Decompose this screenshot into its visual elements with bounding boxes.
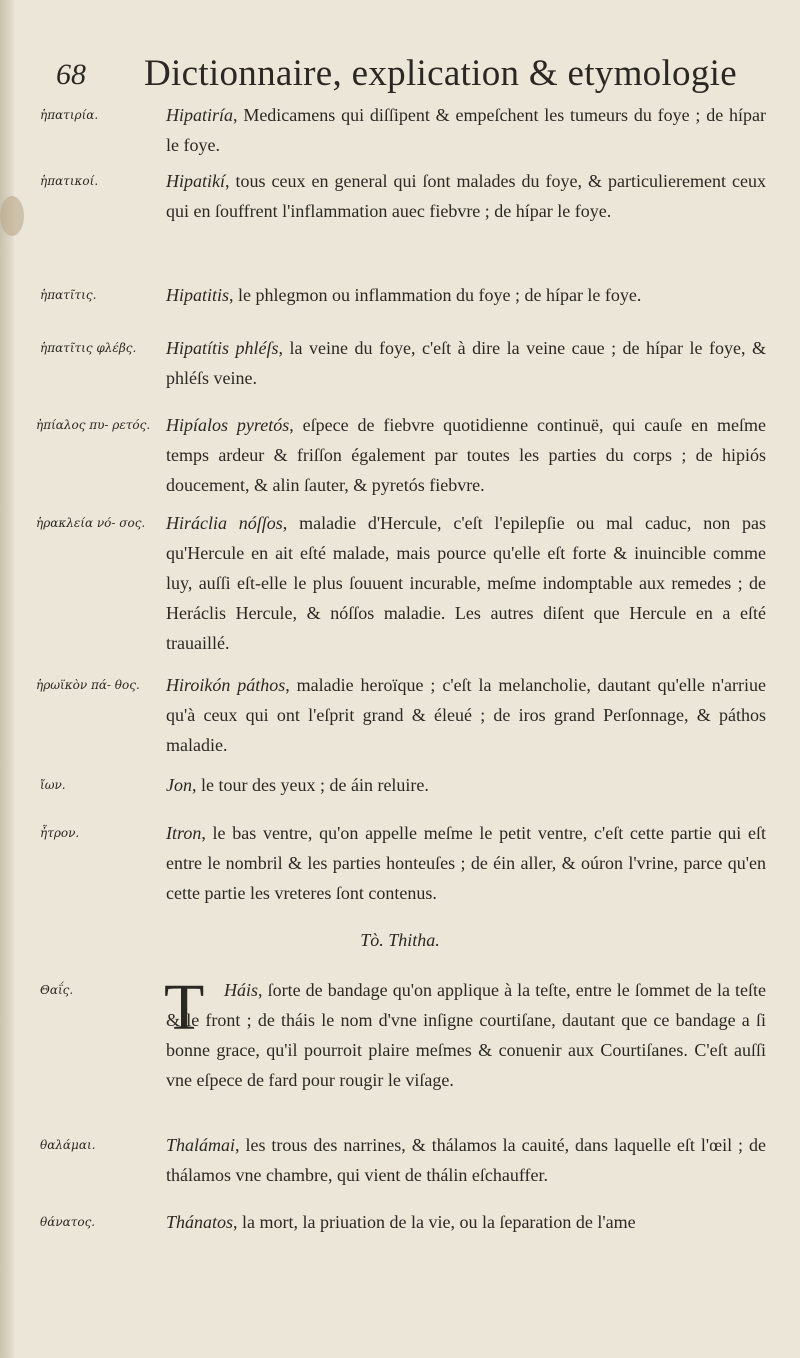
entry-text	[166, 410, 766, 500]
greek-headword: ἡρακλεία νό- σος.	[36, 516, 146, 530]
entry-definition: , Medicamens qui diſſipent & empeſchent les tumeurs du foye ; de hípar le foye.	[166, 105, 766, 155]
entry-lemma: Thalámai	[166, 1135, 236, 1155]
entry-definition: , les trous des narrines, & thálamos la cauité, dans laquelle eſt l'œil ; de thálamos vne chambre, qui vient de thálin eſchauffer.	[166, 1135, 766, 1185]
greek-headword: ἴων.	[40, 778, 66, 792]
entry-definition: , la veine du foye, c'eſt à dire la veine caue ; de hípar le foye, & phléſs veine.	[166, 338, 766, 388]
greek-headword: ἡπατῖτις.	[40, 288, 97, 302]
greek-headword: ἠπίαλος πυ- ρετός.	[36, 418, 151, 432]
entry-definition: , la mort, la priuation de la vie, ou la ſeparation de l'ame	[233, 1212, 636, 1232]
entry-text	[166, 280, 766, 310]
entry-lemma: Háis	[224, 980, 259, 1000]
entry-definition: , le bas ventre, qu'on appelle meſme le petit ventre, c'eſt cette partie qui eſt entre le nombril & les parties honteuſes ; de éin aller, & oúron l'vrine, parce qu'en cette partie les vreteres ſont contenus.	[166, 823, 766, 903]
entry-definition: , maladie heroïque ; c'eſt la melancholie, dautant qu'elle n'arriue qu'à ceux qui ont l'eſprit grand & éleué ; de iros grand Perſonnage, & páthos maladie.	[166, 675, 766, 755]
entry-lemma: Hipatítis phléſs	[166, 338, 279, 358]
entry-lemma: Hipatitis	[166, 285, 230, 305]
entry-lemma: Hiráclia nóſſos	[166, 513, 283, 533]
greek-headword: ἡρωϊκὸν πά- θος.	[36, 678, 140, 692]
entry-lemma: Thánatos	[166, 1212, 234, 1232]
entry-text	[166, 1207, 766, 1237]
entry-text	[166, 166, 766, 226]
entry-lemma: Hipatiría	[166, 105, 234, 125]
entry-text	[166, 508, 766, 658]
entry-text	[166, 770, 766, 800]
running-title: Dictionnaire, explication & etymologie	[144, 53, 737, 94]
page-header	[56, 52, 786, 102]
entry-definition: , maladie d'Hercule, c'eſt l'epilepſie ou mal caduc, non pas qu'Hercule en ait eſté malade, mais pource qu'elle eſt forte & inuincible comme luy, auſſi eſt-elle le plus ſouuent incurable, meſme indomptable aux remedes ; de Heráclis Hercule, & nóſſos maladie. Les autres diſent que Hercule en a eſté trauaillé.	[166, 513, 766, 653]
entry-text	[166, 670, 766, 760]
entry-lemma: Hipatikí	[166, 171, 225, 191]
greek-headword: ἦτρον.	[40, 826, 80, 840]
drop-cap: T	[164, 971, 205, 1044]
entry-text	[166, 1130, 766, 1190]
entry-lemma: Jon	[166, 775, 192, 795]
section-heading: Tò. Thitha.	[360, 930, 440, 950]
greek-headword: ἡπατικοί.	[40, 174, 99, 188]
greek-headword: Θαΐς.	[40, 983, 74, 997]
entry-text	[166, 818, 766, 908]
entry-definition: , tous ceux en general qui ſont malades du foye, & particulierement ceux qui en ſouffrent l'inflammation auec fiebvre ; de hípar le foye.	[166, 171, 766, 221]
entry-definition: , le tour des yeux ; de áin reluire.	[192, 775, 429, 795]
entry-definition: , le phlegmon ou inflammation du foye ; de hípar le foye.	[229, 285, 642, 305]
greek-headword: θαλάμαι.	[40, 1138, 96, 1152]
entry-definition: , ſorte de bandage qu'on applique à la teſte, entre le ſommet de la teſte & le front ; de tháis le nom d'vne inſigne courtiſane, dautant que ce bandage a ſi bonne grace, qu'il pourroit plaire meſmes & conuenir aux Courtiſanes. C'eſt auſſi vne eſpece de fard pour rougir le viſage.	[166, 980, 766, 1090]
greek-headword: ἡπατῖτις φλέβς.	[40, 341, 137, 355]
entry-text	[164, 971, 766, 1095]
entry-lemma: Hiroikón páthos	[166, 675, 286, 695]
entry-lemma: Hipíalos pyretós	[166, 415, 290, 435]
greek-headword: θάνατος.	[40, 1215, 96, 1229]
page-number: 68	[56, 58, 86, 91]
entry-text	[166, 100, 766, 160]
entry-definition: , eſpece de fiebvre quotidienne continuë, qui cauſe en meſme temps ardeur & friſſon également par toutes les parties du corps ; de hipiós doucement, & alin ſauter, & pyretós fiebvre.	[166, 415, 766, 495]
entry-lemma: Itron	[166, 823, 202, 843]
paper-stain	[0, 196, 24, 236]
greek-headword: ἡπατιρία.	[40, 108, 99, 122]
entry-text	[166, 333, 766, 393]
